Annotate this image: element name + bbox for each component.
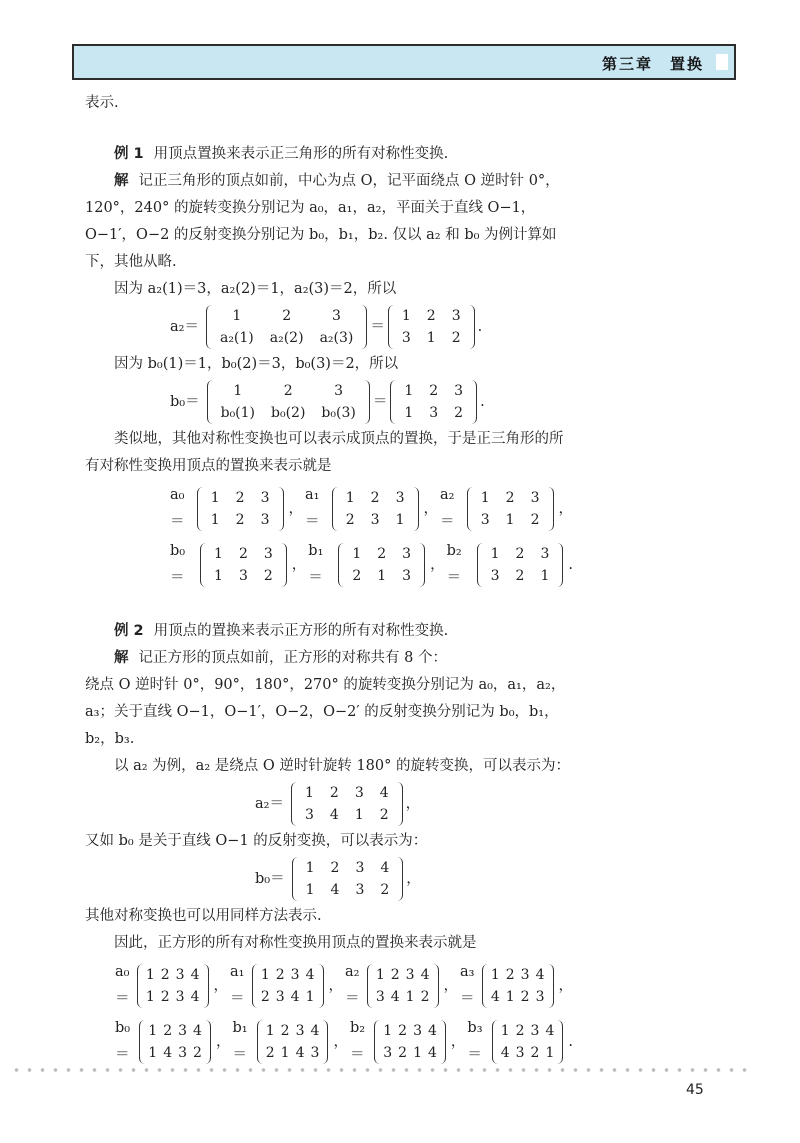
example-1-label: 例 1: [114, 146, 144, 162]
matrix-cell: 3: [490, 568, 500, 584]
solution-label-1: 解: [114, 173, 129, 189]
matrix-cell: 3: [263, 546, 273, 562]
matrix-cell: 2: [454, 405, 464, 421]
matrix-cell: 2: [260, 989, 270, 1005]
eq-lhs: b₀＝: [255, 870, 285, 887]
permutation-matrix: [137, 964, 209, 1008]
solution-label-2: 解: [114, 650, 129, 666]
matrix-cell: 2: [398, 1023, 408, 1039]
eq-separator: ，: [558, 500, 573, 517]
eq-label: b₃＝: [467, 1020, 483, 1063]
matrix-cell: 2: [390, 967, 400, 983]
permutation-matrix: [197, 487, 284, 531]
square-row-reflections: [115, 1015, 575, 1069]
matrix-cell: 1: [500, 1023, 510, 1039]
matrix-cell: 1: [232, 308, 242, 324]
permutation-matrix: [206, 305, 367, 349]
matrix-cell: 1: [280, 1045, 290, 1061]
matrix-cell: 3: [383, 1045, 393, 1061]
matrix-cell: 3: [454, 383, 464, 399]
permutation-matrix: [492, 1020, 564, 1064]
matrix-cell: 2: [163, 1023, 173, 1039]
matrix-cell: 2: [520, 989, 530, 1005]
paragraph-continuation: 表示.: [85, 95, 119, 111]
eq-separator: ，: [328, 977, 343, 994]
chapter-header-bar: [72, 44, 736, 80]
matrix-cell: 1: [233, 383, 243, 399]
eq-label: a₀＝: [115, 964, 130, 1007]
matrix-cell: 4: [420, 967, 430, 983]
matrix-cell: 3: [375, 989, 385, 1005]
permutation-matrix: [200, 543, 287, 587]
matrix-cell: 3: [355, 860, 365, 876]
matrix-cell: 2: [160, 989, 170, 1005]
permutation-matrix: [292, 857, 404, 901]
matrix-cell: 3: [530, 490, 540, 506]
matrix-cell: 2: [280, 1023, 290, 1039]
matrix-cell: a₂(1): [219, 330, 254, 346]
page-number: 45: [686, 1082, 704, 1098]
eq-label: a₁＝: [305, 487, 320, 530]
eq-label: a₀＝: [170, 487, 185, 530]
matrix-cell: 3: [370, 512, 380, 528]
eq-label: b₂＝: [349, 1020, 366, 1063]
matrix-cell: 3: [355, 882, 365, 898]
eq-separator: ，: [558, 977, 573, 994]
matrix-cell: 1: [148, 1045, 158, 1061]
matrix-cell: 3: [238, 568, 248, 584]
permutation-matrix: [139, 1020, 211, 1064]
matrix-cell: a₂(3): [319, 330, 354, 346]
matrix-cell: 3: [178, 1045, 188, 1061]
matrix-cell: 4: [427, 1045, 437, 1061]
matrix-cell: 2: [263, 568, 273, 584]
matrix-cell: 3: [260, 490, 270, 506]
eq-separator: ，: [443, 977, 458, 994]
eq-separator: ，: [450, 1033, 466, 1050]
example-2-label: 例 2: [114, 623, 144, 639]
matrix-cell: 3: [405, 967, 415, 983]
matrix-cell: 1: [375, 967, 385, 983]
example-1-solution-text: 记正三角形的顶点如前，中心为点 O，记平面绕点 O 逆时针 0°，120°，240° 的旋转变换分别记为 a₀，a₁，a₂，平面关于直线 O−1，O−1′，O−2 的反射变换分别记为 b₀，b₁，b₂. 仅以 a₂ 和 b₀ 为例计算如下，其他从略.: [85, 173, 560, 270]
eq-separator: .: [568, 556, 573, 573]
matrix-cell: 3: [290, 967, 300, 983]
matrix-cell: 1: [404, 405, 414, 421]
matrix-cell: 3: [260, 512, 270, 528]
example-1-heading: [85, 141, 575, 168]
eq-separator: ，: [215, 1033, 231, 1050]
matrix-cell: 1: [145, 989, 155, 1005]
matrix-cell: 3: [540, 546, 550, 562]
permutation-matrix: [388, 305, 475, 349]
matrix-cell: 1: [305, 989, 315, 1005]
eq-separator: .: [568, 1033, 573, 1050]
matrix-cell: 4: [290, 989, 300, 1005]
matrix-cell: 4: [379, 785, 389, 801]
matrix-cell: 3: [332, 308, 341, 324]
matrix-cell: 4: [190, 989, 200, 1005]
matrix-cell: 2: [451, 330, 461, 346]
matrix-cell: 3: [535, 989, 545, 1005]
permutation-matrix: [367, 964, 439, 1008]
matrix-cell: b₀(2): [271, 405, 306, 421]
permutation-matrix: [252, 964, 324, 1008]
eq-label: a₃＝: [460, 964, 475, 1007]
matrix-cell: 1: [383, 1023, 393, 1039]
square-row-rotations: [115, 959, 575, 1013]
matrix-cell: 3: [530, 1023, 540, 1039]
matrix-cell: 4: [427, 1023, 437, 1039]
example-2-solution-text: 记正方形的顶点如前，正方形的对称共有 8 个：: [138, 650, 447, 666]
matrix-cell: 2: [530, 1045, 540, 1061]
similar-paragraph: 类似地，其他对称性变换也可以表示成顶点的置换，于是正三角形的所有对称性变换用顶点的置换来表示就是: [85, 431, 564, 474]
matrix-cell: 3: [520, 967, 530, 983]
matrix-cell: 4: [390, 989, 400, 1005]
matrix-cell: 1: [305, 882, 315, 898]
matrix-cell: 2: [380, 882, 390, 898]
matrix-cell: 2: [235, 490, 245, 506]
triangle-row-rotations: [170, 482, 575, 536]
matrix-cell: 3: [451, 308, 461, 324]
eq-label: b₀＝: [170, 543, 186, 586]
matrix-cell: 2: [515, 568, 525, 584]
eq-end: ，: [406, 870, 421, 887]
eq-label: b₂＝: [446, 543, 462, 586]
eq-label: b₁＝: [232, 1020, 248, 1063]
matrix-cell: 3: [275, 989, 285, 1005]
matrix-cell: a₂(2): [269, 330, 304, 346]
matrix-cell: 3: [334, 383, 344, 399]
because-b0: 因为 b₀(1)＝1，b₀(2)＝3，b₀(3)＝2，所以: [114, 356, 399, 372]
matrix-cell: 2: [329, 785, 339, 801]
matrix-cell: 1: [145, 967, 155, 983]
because-a2: 因为 a₂(1)＝3，a₂(2)＝1，a₂(3)＝2，所以: [114, 281, 397, 297]
matrix-cell: 2: [265, 1045, 275, 1061]
matrix-cell: 4: [535, 967, 545, 983]
matrix-cell: 3: [413, 1023, 422, 1039]
permutation-matrix: [207, 380, 370, 424]
matrix-cell: 1: [354, 807, 364, 823]
matrix-cell: 3: [175, 989, 185, 1005]
matrix-cell: 2: [235, 512, 245, 528]
matrix-cell: 2: [377, 546, 387, 562]
permutation-matrix: [332, 487, 419, 531]
matrix-cell: 2: [530, 512, 540, 528]
eq-label: b₀＝: [115, 1020, 131, 1063]
matrix-cell: 1: [260, 967, 270, 983]
matrix-cell: 4: [193, 1023, 202, 1039]
matrix-cell: 3: [480, 512, 490, 528]
matrix-cell: 2: [426, 308, 436, 324]
matrix-cell: 3: [310, 1045, 320, 1061]
example-1-title: 用顶点置换来表示正三角形的所有对称性变换.: [153, 146, 449, 162]
eq-lhs: a₂＝: [255, 795, 284, 812]
chapter-title: 第三章 置换: [601, 55, 704, 73]
permutation-matrix: [374, 1020, 446, 1064]
matrix-cell: 3: [402, 546, 412, 562]
matrix-cell: 4: [545, 1023, 555, 1039]
matrix-cell: 1: [545, 1045, 555, 1061]
matrix-cell: 2: [193, 1045, 202, 1061]
eq-separator: ，: [291, 556, 307, 573]
eq-sign: ＝: [370, 318, 385, 335]
permutation-matrix: [338, 543, 425, 587]
permutation-matrix: [477, 543, 564, 587]
matrix-cell: 4: [163, 1045, 173, 1061]
matrix-cell: 1: [148, 1023, 158, 1039]
eq-lhs: b₀＝: [170, 393, 200, 410]
matrix-cell: 3: [354, 785, 364, 801]
matrix-cell: 1: [426, 330, 436, 346]
matrix-cell: 3: [429, 405, 439, 421]
matrix-cell: b₀(3): [321, 405, 356, 421]
matrix-cell: 1: [352, 546, 362, 562]
eq-label: a₂＝: [440, 487, 455, 530]
matrix-cell: 1: [304, 785, 314, 801]
matrix-cell: 4: [305, 967, 315, 983]
example-2-solution: [85, 645, 575, 672]
page-content: [85, 90, 575, 1071]
matrix-cell: 2: [515, 1023, 525, 1039]
eq-sign: ＝: [372, 393, 388, 410]
matrix-cell: 1: [404, 383, 414, 399]
permutation-matrix: [467, 487, 554, 531]
matrix-cell: 3: [401, 330, 411, 346]
matrix-cell: 4: [330, 882, 340, 898]
permutation-matrix: [257, 1020, 329, 1064]
eq-separator: ，: [333, 1033, 348, 1050]
eq-label: a₂＝: [345, 964, 360, 1007]
matrix-cell: 1: [505, 512, 515, 528]
example-2-rotations: 绕点 O 逆时针 0°，90°，180°，270° 的旋转变换分别记为 a₀，a₁，a₂，a₃；关于直线 O−1，O−1′，O−2，O−2′ 的反射变换分别记为 b₀，b₁，b₂，b₃.: [85, 677, 566, 747]
matrix-cell: 2: [398, 1045, 408, 1061]
matrix-cell: 2: [515, 546, 525, 562]
matrix-cell: 1: [214, 568, 223, 584]
eq-separator: ，: [430, 556, 445, 573]
eq-lhs: a₂＝: [170, 318, 199, 335]
example-2-other-text: 其他对称变换也可以用同样方法表示.: [85, 908, 322, 924]
equation-a2-def: [170, 305, 575, 349]
matrix-cell: 2: [429, 383, 439, 399]
matrix-cell: 3: [402, 568, 412, 584]
eq-end: .: [477, 318, 483, 335]
permutation-matrix: [482, 964, 554, 1008]
matrix-cell: 3: [295, 1023, 305, 1039]
permutation-matrix: [291, 782, 403, 826]
eq-end: .: [480, 393, 485, 410]
permutation-matrix: [390, 380, 477, 424]
header-end-block: [716, 54, 728, 70]
matrix-cell: 1: [540, 568, 550, 584]
matrix-cell: 1: [505, 989, 515, 1005]
eq-separator: ，: [423, 500, 438, 517]
example-2-heading: [85, 618, 575, 645]
matrix-cell: 2: [238, 546, 248, 562]
matrix-cell: 1: [490, 967, 500, 983]
eq-label: a₁＝: [230, 964, 245, 1007]
matrix-cell: 1: [377, 568, 387, 584]
matrix-cell: 1: [265, 1023, 275, 1039]
matrix-cell: 1: [210, 490, 220, 506]
matrix-cell: 2: [345, 512, 355, 528]
example-2-a2-text: 以 a₂ 为例，a₂ 是绕点 O 逆时针旋转 180° 的旋转变换，可以表示为：: [114, 758, 570, 774]
matrix-cell: 3: [304, 807, 314, 823]
eq-end: ，: [405, 795, 421, 812]
matrix-cell: 2: [330, 860, 340, 876]
matrix-cell: 2: [505, 967, 515, 983]
footer-dotted-line: [10, 1068, 750, 1072]
matrix-cell: 3: [515, 1045, 525, 1061]
matrix-cell: 1: [413, 1045, 422, 1061]
eq-separator: ，: [213, 977, 228, 994]
example-2-title: 用顶点的置换来表示正方形的所有对称性变换.: [153, 623, 449, 639]
matrix-cell: 1: [401, 308, 411, 324]
matrix-cell: 1: [305, 860, 315, 876]
matrix-cell: 4: [310, 1023, 320, 1039]
equation-square-b0: [255, 857, 575, 901]
matrix-cell: 2: [352, 568, 362, 584]
matrix-cell: 1: [210, 512, 220, 528]
matrix-cell: 1: [490, 546, 500, 562]
eq-label: b₁＝: [308, 543, 324, 586]
eq-separator: ，: [288, 500, 303, 517]
example-2-b0-text: 又如 b₀ 是关于直线 O−1 的反射变换，可以表示为：: [85, 833, 428, 849]
matrix-cell: 4: [380, 860, 390, 876]
matrix-cell: 4: [500, 1045, 510, 1061]
matrix-cell: 2: [505, 490, 515, 506]
matrix-cell: 2: [275, 967, 285, 983]
matrix-cell: 4: [490, 989, 500, 1005]
matrix-cell: 1: [480, 490, 490, 506]
matrix-cell: 2: [160, 967, 170, 983]
matrix-cell: 2: [420, 989, 430, 1005]
matrix-cell: 4: [295, 1045, 305, 1061]
example-1-solution: [85, 168, 575, 276]
matrix-cell: 2: [283, 383, 293, 399]
matrix-cell: 2: [370, 490, 380, 506]
matrix-cell: 2: [379, 807, 389, 823]
matrix-cell: 4: [329, 807, 339, 823]
equation-b0-def: [170, 380, 575, 424]
triangle-row-reflections: [170, 538, 575, 592]
matrix-cell: 3: [178, 1023, 188, 1039]
equation-square-a2: [255, 782, 575, 826]
matrix-cell: 3: [175, 967, 185, 983]
matrix-cell: b₀(1): [220, 405, 256, 421]
matrix-cell: 3: [395, 490, 405, 506]
matrix-cell: 4: [190, 967, 200, 983]
matrix-cell: 1: [345, 490, 355, 506]
matrix-cell: 2: [282, 308, 292, 324]
matrix-cell: 1: [405, 989, 415, 1005]
matrix-cell: 1: [395, 512, 405, 528]
example-2-thus-text: 因此，正方形的所有对称性变换用顶点的置换来表示就是: [114, 935, 477, 951]
matrix-cell: 1: [214, 546, 223, 562]
